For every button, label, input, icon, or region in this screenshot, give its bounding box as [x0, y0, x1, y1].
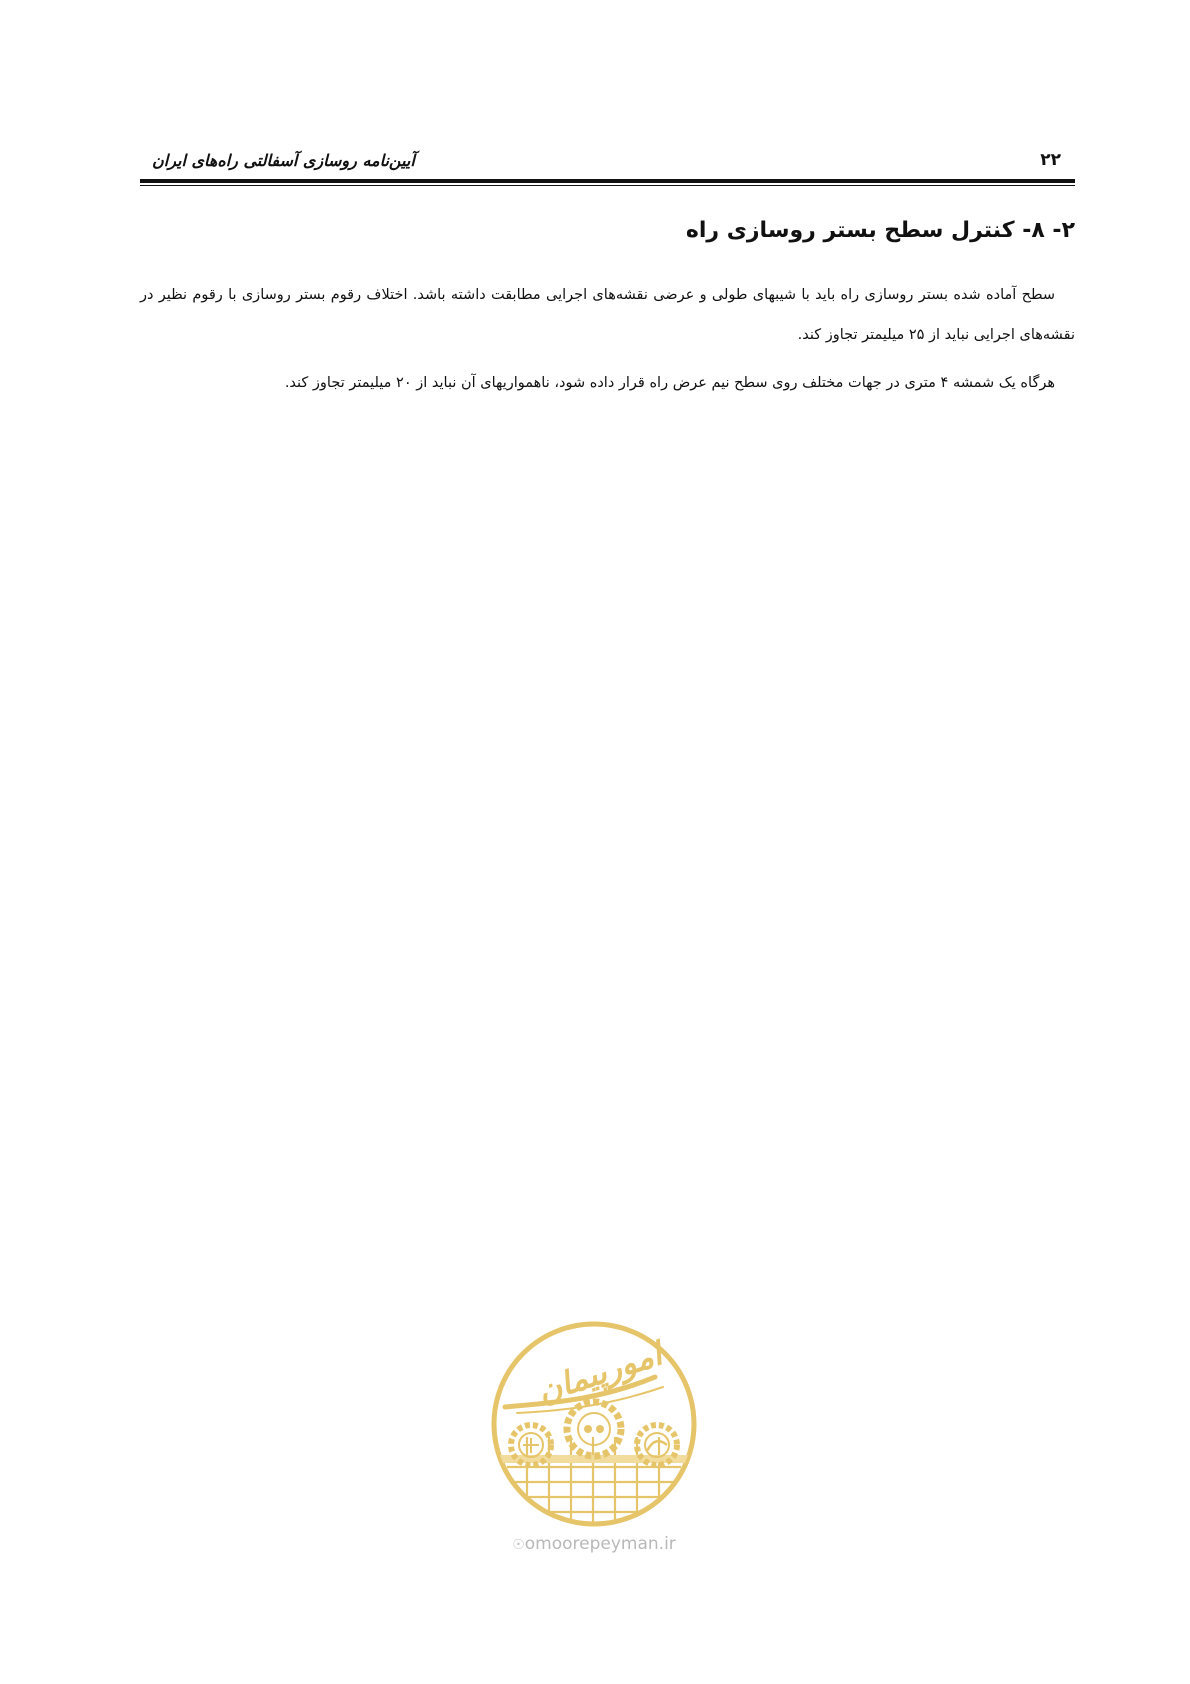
omoorepeyman-logo-icon — [487, 1317, 701, 1531]
section-heading: ۲- ۸- کنترل سطح بستر روسازی راه — [685, 218, 1075, 243]
watermark-logo — [484, 1317, 704, 1567]
running-header — [140, 148, 1075, 178]
logo-url-text: omoorepeyman.ir — [524, 1534, 676, 1554]
logo-url — [484, 1534, 704, 1554]
paragraph-2: هرگاه یک شمشه ۴ متری در جهات مختلف روی سطح نیم عرض راه قرار داده شود، ناهمواریهای آن نباید از ۲۰ میلیمتر تجاوز کند. — [284, 375, 1055, 391]
globe-icon: ☉ — [512, 1537, 525, 1553]
page-number: ۲۲ — [1040, 150, 1061, 170]
header-title: آیین‌نامه روسازی آسفالتی راه‌های ایران — [152, 151, 415, 170]
header-rule-thick — [140, 179, 1075, 183]
paragraph-1: سطح آماده شده بستر روسازی راه باید با شیبهای طولی و عرضی نقشه‌های اجرایی مطابقت داشته باشد. اختلاف رقوم بستر روسازی با رقوم نظیر در نقشه‌های اجرایی نباید از ۲۵ میلیمتر تجاوز کند. — [140, 287, 1075, 343]
header-rule-thin — [140, 185, 1075, 186]
logo-script-text: امورپیمان — [532, 1334, 667, 1411]
